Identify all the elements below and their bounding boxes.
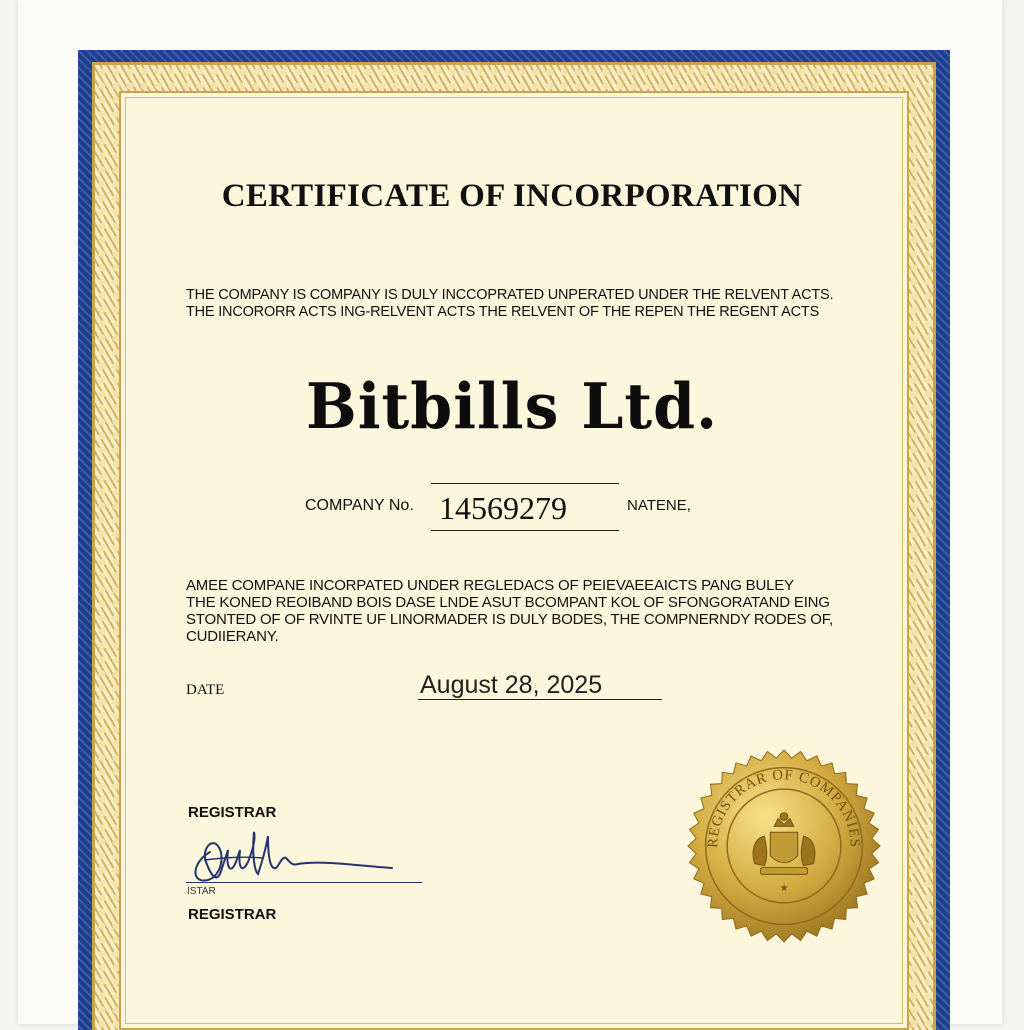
registrar-signature — [182, 822, 432, 902]
company-name: Bitbills Ltd. — [306, 370, 718, 444]
date-label: DATE — [186, 682, 225, 698]
seal-star-icon: ★ — [779, 883, 789, 895]
company-number-suffix: NATENE, — [627, 497, 691, 514]
body-line-3: STONTED OF OF RVINTE UF LINORMADER IS DULY BODES, THE COMPNERNDY RODES OF, — [186, 611, 833, 628]
registrar-label-bottom: REGISTRAR — [188, 906, 277, 923]
company-number-row — [305, 483, 725, 533]
company-number-label: COMPANY No. — [305, 497, 414, 514]
intro-line-1: THE COMPANY IS COMPANY IS DULY INCCOPRATED UNPERATED UNDER THE RELVENT ACTS. — [186, 287, 834, 303]
date-underline — [418, 699, 662, 700]
seal-text: REGISTRAR OF COMPANIES — [705, 767, 863, 849]
company-number: 14569279 — [439, 490, 567, 526]
registrar-label-top: REGISTRAR — [188, 804, 277, 821]
body-line-2: THE KONED REOIBAND BOIS DASE LNDE ASUT BCOMPANT KOL OF SFONGORATAND EING — [186, 594, 830, 611]
certificate-title: CERTIFICATE OF INCORPORATION — [221, 178, 803, 214]
intro-text — [186, 287, 876, 321]
signature-caption: ISTAR — [187, 886, 216, 897]
signature-line — [186, 882, 422, 883]
body-text — [186, 577, 866, 645]
body-line-1: AMEE COMPANE INCORPATED UNDER REGLEDACS OF PEIEVAEEAICTS PANG BULEY — [186, 577, 794, 594]
date-value: August 28, 2025 — [420, 671, 603, 699]
company-number-box — [431, 483, 619, 531]
gold-seal — [686, 748, 882, 944]
body-line-4: CUDIIERANY. — [186, 628, 279, 645]
intro-line-2: THE INCORORR ACTS ING-RELVENT ACTS THE RELVENT OF THE REPEN THE REGENT ACTS — [186, 304, 820, 320]
